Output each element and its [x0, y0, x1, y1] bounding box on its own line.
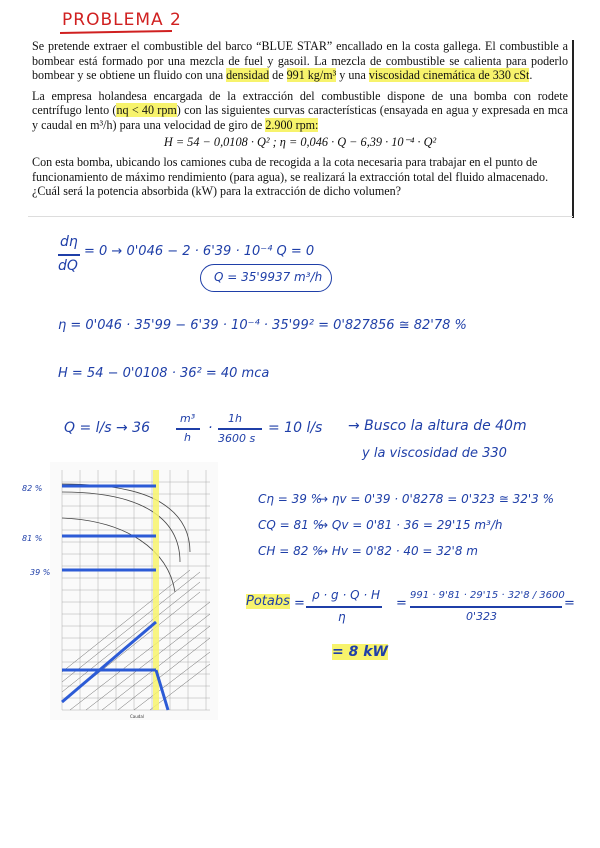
power-values-bar — [410, 606, 562, 608]
frac1-numerator: m³ — [180, 412, 196, 425]
power-numerator: ρ · g · Q · H — [312, 588, 381, 602]
eta-correction-calc: → ηv = 0'39 · 0'8278 = 0'323 ≅ 32'3 % — [318, 492, 555, 506]
power-bar — [306, 606, 382, 608]
power-numerator-values: 991 · 9'81 · 29'15 · 32'8 / 3600 — [410, 590, 565, 601]
derivative-numerator: dη — [60, 234, 78, 250]
p2-text-b: ) con las siguientes curvas características (ensayada en agua y expresada en mca y caudal en m³/h) para una velocidad de giro de — [32, 103, 568, 132]
p1-text-a: Se pretende extraer el combustible del barco “BLUE STAR” encallado en la costa gallega. El combustible a bombear está formado por una mezcla de fuel y gasoil. La mezcla de combustible se calienta para poderlo bombear y se obtiene un fluido con una — [32, 39, 568, 83]
frac1-denominator: h — [184, 431, 191, 444]
specific-speed: nq < 40 rpm — [116, 103, 177, 118]
rotation-speed: 2.900 rpm: — [265, 117, 319, 132]
viscosity-value: viscosidad cinemática de 330 cSt — [368, 68, 530, 83]
power-denominator-value: 0'323 — [466, 610, 498, 623]
flow-correction-label: CQ = 81 % — [258, 518, 324, 532]
statement-separator — [28, 216, 573, 217]
q-optimal-result: Q = 35'9937 m³/h — [214, 270, 323, 284]
frac1-bar — [176, 428, 200, 430]
derivative-equation: = 0 → 0'046 − 2 · 6'39 · 10⁻⁴ Q = 0 — [84, 244, 315, 259]
density-label: densidad — [226, 68, 270, 83]
note-height: → Busco la altura de 40m — [348, 418, 527, 434]
p1-text-b: de — [269, 68, 287, 83]
power-equals-2: = — [396, 596, 407, 611]
chart-label-81: 81 % — [22, 534, 43, 543]
problem-statement — [32, 39, 568, 205]
chart-xaxis-label: Caudal — [130, 714, 144, 719]
power-result: = 8 kW — [332, 644, 388, 660]
p1-text-d: . — [529, 68, 533, 83]
flow-conversion-result: = 10 l/s — [268, 420, 323, 436]
frac2-numerator: 1h — [228, 412, 242, 425]
paragraph-2 — [32, 89, 568, 133]
multiply-dot: · — [208, 420, 213, 436]
frac2-bar — [218, 428, 262, 430]
chart-label-82: 82 % — [22, 484, 43, 493]
p1-text-c: y una — [336, 68, 369, 83]
chart-label-39: 39 % — [30, 568, 51, 577]
margin-rule — [572, 40, 574, 218]
power-label: Potabs — [246, 594, 290, 609]
p2-text-a: La empresa holandesa encargada de la extracción del combustible dispone de una bomba con rodete centrífugo lento ( — [32, 88, 568, 118]
head-correction-label: CH = 82 % — [258, 544, 324, 558]
power-denominator: η — [338, 610, 346, 624]
viscosity-correction-chart — [50, 462, 218, 720]
flow-correction-calc: → Qv = 0'81 · 36 = 29'15 m³/h — [318, 518, 503, 532]
power-equals-3: = — [564, 596, 575, 611]
density-value: 991 kg/m³ — [286, 68, 337, 83]
note-viscosity: y la viscosidad de 330 — [362, 446, 507, 461]
paragraph-1 — [32, 39, 568, 83]
power-equals-1: = — [294, 596, 305, 611]
head-calculation: H = 54 − 0'0108 · 36² = 40 mca — [58, 366, 270, 381]
problem-title: PROBLEMA 2 — [62, 10, 182, 30]
derivative-denominator: dQ — [58, 258, 78, 274]
title-underline — [60, 30, 172, 34]
pump-curve-equation: H = 54 − 0,0108 · Q² ; η = 0,046 · Q − 6,39 · 10⁻⁴ · Q² — [163, 134, 437, 149]
derivative-bar — [58, 254, 80, 256]
paragraph-3: Con esta bomba, ubicando los camiones cuba de recogida a la cota necesaria para trabajar en el punto de funcionamiento de máximo rendimiento (para agua), se realizará la extracción total del fluido almacenado. ¿Cuál será la potencia absorbida (kW) para la extracción de dicho volumen? — [32, 155, 549, 199]
eta-correction-label: Cη = 39 % — [258, 492, 323, 506]
frac2-denominator: 3600 s — [218, 432, 256, 445]
head-correction-calc: → Hv = 0'82 · 40 = 32'8 m — [318, 544, 478, 558]
efficiency-calculation: η = 0'046 · 35'99 − 6'39 · 10⁻⁴ · 35'99² = 0'827856 ≅ 82'78 % — [58, 318, 467, 333]
flow-conversion-start: Q = l/s → 36 — [64, 420, 150, 436]
